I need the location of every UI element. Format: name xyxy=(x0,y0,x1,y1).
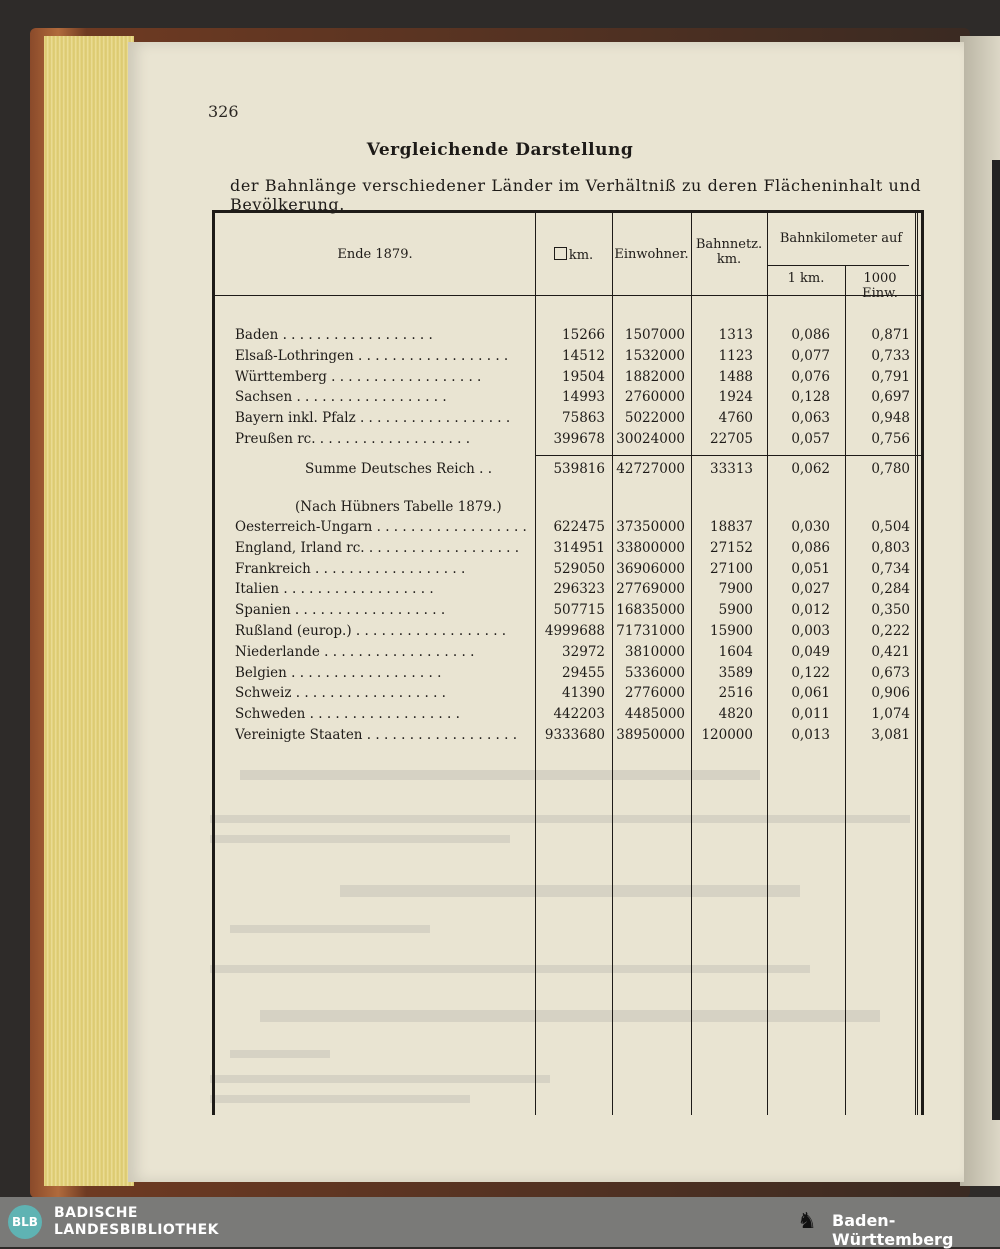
cell-per-area: 0,062 xyxy=(791,461,830,477)
table-row xyxy=(215,540,921,561)
table-row xyxy=(215,706,921,727)
cell-per-pop: 0,697 xyxy=(871,389,910,406)
cell-area: 539816 xyxy=(553,461,605,477)
cell-per-area: 0,003 xyxy=(791,623,830,639)
cell-network: 4820 xyxy=(718,706,753,723)
header-subdivider xyxy=(767,265,909,266)
cell-population: 42727000 xyxy=(616,461,685,477)
cell-population: 71731000 xyxy=(616,623,685,639)
cell-area: 41390 xyxy=(562,685,605,702)
cell-network: 2516 xyxy=(718,685,753,702)
table-row xyxy=(215,644,921,665)
cell-population: 36906000 xyxy=(616,560,685,577)
cell-population: 37350000 xyxy=(616,519,685,535)
coat-of-arms-icon: ♞ xyxy=(797,1209,817,1234)
cell-population: 38950000 xyxy=(616,727,685,743)
page-subtitle: der Bahnlänge verschiedener Länder im Verhältniß zu deren Flächeninhalt und Bevölkerung. xyxy=(230,176,922,214)
library-footer xyxy=(0,1197,1000,1247)
cell-per-pop: 0,504 xyxy=(871,519,910,535)
table-row xyxy=(215,623,921,644)
cell-per-pop: 3,081 xyxy=(871,727,910,743)
row-label: Spanien . . . . . . . . . . . . . . . . . . xyxy=(235,602,446,619)
cell-per-area: 0,077 xyxy=(791,347,830,364)
row-label: Rußland (europ.) . . . . . . . . . . . . . . . . . . xyxy=(235,623,507,639)
sum-row xyxy=(215,461,921,482)
sum-rule xyxy=(535,455,921,456)
cell-population: 5022000 xyxy=(624,410,685,427)
cell-per-area: 0,051 xyxy=(791,560,830,577)
cell-area: 442203 xyxy=(553,706,605,723)
header-population: Einwohner. xyxy=(614,247,689,262)
blb-logo[interactable]: BLB xyxy=(8,1205,42,1239)
table-row xyxy=(215,410,921,431)
cell-area: 14993 xyxy=(562,389,605,406)
header-network: Bahnnetz. km. xyxy=(695,237,763,267)
cell-network: 18837 xyxy=(710,519,753,535)
library-name[interactable]: BADISCHE LANDESBIBLIOTHEK xyxy=(54,1205,220,1238)
table-row xyxy=(215,327,921,348)
cell-per-pop: 0,733 xyxy=(871,347,910,364)
cell-per-pop: 0,756 xyxy=(871,431,910,447)
cell-per-pop: 0,734 xyxy=(871,560,910,577)
cell-per-pop: 0,421 xyxy=(871,643,910,660)
railway-comparison-table xyxy=(212,210,924,1115)
cell-per-area: 0,049 xyxy=(791,643,830,660)
cell-per-area: 0,063 xyxy=(791,410,830,427)
cell-network: 1123 xyxy=(718,347,753,364)
table-row xyxy=(215,581,921,602)
cell-per-pop: 0,350 xyxy=(871,602,910,619)
row-label: Italien . . . . . . . . . . . . . . . . . . xyxy=(235,581,434,598)
cell-population: 33800000 xyxy=(616,539,685,556)
cell-per-pop: 1,074 xyxy=(871,706,910,723)
cell-population: 30024000 xyxy=(616,431,685,447)
facing-page-mark xyxy=(992,160,1000,1120)
cell-area: 622475 xyxy=(553,519,605,535)
cell-network: 7900 xyxy=(718,581,753,598)
cell-area: 314951 xyxy=(553,539,605,556)
cell-network: 1488 xyxy=(718,368,753,385)
cell-area: 15266 xyxy=(562,327,605,343)
table-row xyxy=(215,389,921,410)
cell-per-pop: 0,948 xyxy=(871,410,910,427)
cell-network: 5900 xyxy=(718,602,753,619)
cell-per-area: 0,057 xyxy=(791,431,830,447)
cell-population: 3810000 xyxy=(624,643,685,660)
cell-area: 507715 xyxy=(553,602,605,619)
row-label: Sachsen . . . . . . . . . . . . . . . . . . xyxy=(235,389,447,406)
table-row xyxy=(215,602,921,623)
cell-area: 296323 xyxy=(553,581,605,598)
table-row xyxy=(215,369,921,390)
cell-network: 27100 xyxy=(710,560,753,577)
cell-network: 33313 xyxy=(710,461,753,477)
cell-per-area: 0,061 xyxy=(791,685,830,702)
cell-per-pop: 0,791 xyxy=(871,368,910,385)
row-label: Niederlande . . . . . . . . . . . . . . . . . . xyxy=(235,643,475,660)
row-label: Bayern inkl. Pfalz . . . . . . . . . . . . . . . . . . xyxy=(235,410,511,427)
header-bottom-rule xyxy=(215,295,921,296)
page-title: Vergleichende Darstellung xyxy=(366,140,634,160)
cell-per-pop: 0,673 xyxy=(871,664,910,681)
header-per-group: Bahnkilometer auf xyxy=(779,231,903,246)
cell-population: 16835000 xyxy=(616,602,685,619)
row-label: Frankreich . . . . . . . . . . . . . . . . . . xyxy=(235,560,466,577)
cell-per-area: 0,013 xyxy=(791,727,830,743)
row-label: Elsaß-Lothringen . . . . . . . . . . . . . . . . . . xyxy=(235,347,509,364)
cell-per-pop: 0,871 xyxy=(871,327,910,343)
row-label: Vereinigte Staaten . . . . . . . . . . . . . . . . . . xyxy=(235,727,517,743)
header-per-pop: 1000 Einw. xyxy=(862,271,898,301)
cell-per-area: 0,030 xyxy=(791,519,830,535)
table-row xyxy=(215,685,921,706)
cell-area: 29455 xyxy=(562,664,605,681)
cell-area: 529050 xyxy=(553,560,605,577)
cell-network: 1924 xyxy=(718,389,753,406)
cell-network: 1313 xyxy=(718,327,753,343)
row-label: Württemberg . . . . . . . . . . . . . . . . . . xyxy=(235,368,482,385)
cell-population: 1882000 xyxy=(624,368,685,385)
cell-area: 75863 xyxy=(562,410,605,427)
cell-per-pop: 0,780 xyxy=(871,461,910,477)
cell-network: 27152 xyxy=(710,539,753,556)
cell-per-pop: 0,284 xyxy=(871,581,910,598)
cell-per-pop: 0,803 xyxy=(871,539,910,556)
cell-area: 19504 xyxy=(562,368,605,385)
cell-area: 9333680 xyxy=(544,727,605,743)
cell-network: 15900 xyxy=(710,623,753,639)
cell-network: 3589 xyxy=(718,664,753,681)
cell-per-area: 0,086 xyxy=(791,539,830,556)
cell-per-area: 0,076 xyxy=(791,368,830,385)
cell-per-area: 0,122 xyxy=(791,664,830,681)
page-edge xyxy=(44,36,134,1186)
row-label: Schweden . . . . . . . . . . . . . . . . . . xyxy=(235,706,460,723)
section-note: (Nach Hübners Tabelle 1879.) xyxy=(295,499,502,515)
table-row xyxy=(215,727,921,748)
cell-per-area: 0,086 xyxy=(791,327,830,343)
cell-population: 2776000 xyxy=(624,685,685,702)
cell-population: 4485000 xyxy=(624,706,685,723)
cell-network: 1604 xyxy=(718,643,753,660)
table-row xyxy=(215,348,921,369)
cell-population: 27769000 xyxy=(616,581,685,598)
cell-population: 2760000 xyxy=(624,389,685,406)
row-label: Oesterreich-Ungarn . . . . . . . . . . . . . . . . . . xyxy=(235,519,527,535)
header-per-area: 1 km. xyxy=(787,271,825,286)
row-label: Preußen rc. . . . . . . . . . . . . . . . . . . xyxy=(235,431,471,447)
cell-per-area: 0,011 xyxy=(791,706,830,723)
row-label: Baden . . . . . . . . . . . . . . . . . . xyxy=(235,327,433,343)
page-number: 326 xyxy=(208,102,239,121)
table-row xyxy=(215,519,921,540)
cell-population: 5336000 xyxy=(624,664,685,681)
row-label: England, Irland rc. . . . . . . . . . . . . . . . . . . xyxy=(235,539,520,556)
cell-area: 4999688 xyxy=(544,623,605,639)
cell-population: 1532000 xyxy=(624,347,685,364)
table-row xyxy=(215,431,921,452)
row-label: Belgien . . . . . . . . . . . . . . . . . . xyxy=(235,664,442,681)
cell-area: 14512 xyxy=(562,347,605,364)
cell-area: 399678 xyxy=(553,431,605,447)
table-row xyxy=(215,665,921,686)
header-area: km. xyxy=(535,247,612,263)
state-name[interactable]: Baden-Württemberg xyxy=(832,1211,954,1249)
cell-area: 32972 xyxy=(562,643,605,660)
cell-per-area: 0,012 xyxy=(791,602,830,619)
cell-network: 22705 xyxy=(710,431,753,447)
cell-per-pop: 0,222 xyxy=(871,623,910,639)
cell-per-pop: 0,906 xyxy=(871,685,910,702)
cell-per-area: 0,128 xyxy=(791,389,830,406)
square-icon xyxy=(554,247,567,260)
row-label: Summe Deutsches Reich . . xyxy=(305,461,493,477)
cell-per-area: 0,027 xyxy=(791,581,830,598)
cell-network: 120000 xyxy=(701,727,753,743)
table-row xyxy=(215,561,921,582)
cell-population: 1507000 xyxy=(624,327,685,343)
cell-network: 4760 xyxy=(718,410,753,427)
row-label: Schweiz . . . . . . . . . . . . . . . . . . xyxy=(235,685,446,702)
header-region: Ende 1879. xyxy=(337,247,413,262)
